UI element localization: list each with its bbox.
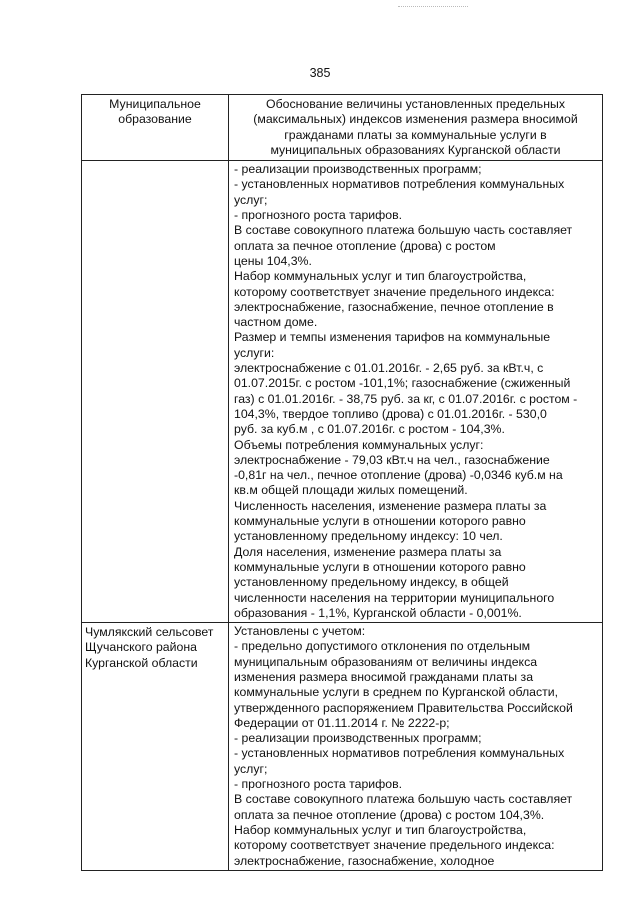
- text-line: коммунальные услуги в среднем по Курганской области,: [234, 685, 559, 700]
- text-line: которому соответствует значение предельного индекса:: [234, 284, 555, 299]
- text-line: электроснабжение - 79,03 кВт.ч на чел., газоснабжение: [234, 452, 550, 467]
- text-line: установленному предельному индексу, в общей: [234, 575, 509, 590]
- header-municipality-line: образование: [118, 112, 192, 127]
- text-line: частном доме.: [234, 315, 318, 330]
- text-line: - установленных нормативов потребления коммунальных: [234, 746, 565, 761]
- text-line: услуги:: [234, 345, 275, 360]
- text-line: коммунальные услуги в отношении которого равно: [234, 514, 526, 529]
- text-line: - установленных нормативов потребления коммунальных: [234, 177, 565, 192]
- text-line: услуг;: [234, 192, 268, 207]
- text-line: Численность населения, изменение размера платы за: [234, 498, 547, 513]
- municipality-name-line: Щучанского района: [85, 640, 197, 655]
- header-municipality-line: Муниципальное: [109, 97, 201, 111]
- text-line: В составе совокупного платежа большую часть составляет: [234, 223, 573, 238]
- municipality-name-line: Чумлякский сельсовет: [85, 625, 214, 640]
- text-line: 01.07.2015г. с ростом -101,1%; газоснабжение (сжиженный: [234, 376, 571, 391]
- text-line: Доля населения, изменение размера платы за: [234, 544, 502, 559]
- text-line: образования - 1,1%, Курганской области - 0,001%.: [234, 605, 522, 620]
- text-line: Объемы потребления коммунальных услуг:: [234, 437, 484, 452]
- text-line: которому соответствует значение предельного индекса:: [234, 838, 555, 853]
- text-line: 104,3%, твердое топливо (дрова) с 01.01.2016г. - 530,0: [234, 406, 547, 421]
- header-justification-line: гражданами платы за коммунальные услуги в: [284, 127, 547, 142]
- text-line: кв.м общей площади жилых помещений.: [234, 483, 468, 498]
- text-line: - реализации производственных программ;: [234, 731, 482, 746]
- header-justification-line: Обоснование величины установленных предельных: [266, 97, 565, 111]
- text-line: Установлены с учетом:: [234, 624, 366, 639]
- text-line: коммунальные услуги в отношении которого равно: [234, 559, 526, 574]
- text-line: Набор коммунальных услуг и тип благоустройства,: [234, 822, 527, 837]
- page-number: 385: [309, 66, 331, 80]
- table-row: [82, 161, 603, 623]
- text-line: установленному предельному индексу: 10 чел.: [234, 529, 503, 544]
- text-line: электроснабжение, газоснабжение, холодное: [234, 853, 495, 868]
- text-line: - прогнозного роста тарифов.: [234, 208, 403, 223]
- text-line: - реализации производственных программ;: [234, 162, 482, 177]
- text-line: - прогнозного роста тарифов.: [234, 777, 403, 792]
- text-line: цены 104,3%.: [234, 253, 312, 268]
- header-justification-line: (максимальных) индексов изменения размера вносимой: [253, 112, 578, 127]
- text-line: численности населения на территории муниципального: [234, 590, 555, 605]
- text-line: - предельно допустимого отклонения по отдельным: [234, 639, 531, 654]
- text-line: электроснабжение, газоснабжение, печное отопление в: [234, 299, 554, 314]
- text-line: Размер и темпы изменения тарифов на коммунальные: [234, 330, 551, 345]
- row-2-municipality-cell: [82, 623, 229, 871]
- text-line: Набор коммунальных услуг и тип благоустройства,: [234, 269, 527, 284]
- row-1-municipality-cell: [82, 161, 229, 623]
- table-row: [82, 623, 603, 871]
- text-line: руб. за куб.м , с 01.07.2016г. с ростом - 104,3%.: [234, 422, 505, 437]
- text-line: изменения размера вносимой гражданами платы за: [234, 669, 534, 684]
- scan-artifact-mark: [398, 6, 468, 8]
- row-1-justification-cell: [229, 161, 603, 623]
- text-line: муниципальным образованиям от величины индекса: [234, 654, 538, 669]
- text-line: утвержденного распоряжением Правительства Российской: [234, 700, 573, 715]
- header-justification: [229, 95, 603, 161]
- text-line: В составе совокупного платежа большую часть составляет: [234, 792, 573, 807]
- text-line: электроснабжение с 01.01.2016г. - 2,65 руб. за кВт.ч, с: [234, 361, 544, 376]
- header-justification-line: муниципальных образованиях Курганской области: [270, 142, 561, 157]
- tariff-index-table: [81, 94, 603, 871]
- text-line: газ) с 01.01.2016г. - 38,75 руб. за кг, с 01.07.2016г. с ростом -: [234, 391, 578, 406]
- header-municipality: [82, 95, 229, 161]
- table-header-row: [82, 95, 603, 161]
- text-line: -0,81г на чел., печное отопление (дрова) -0,0346 куб.м на: [234, 468, 563, 483]
- text-line: услуг;: [234, 761, 268, 776]
- text-line: оплата за печное отопление (дрова) с ростом 104,3%.: [234, 807, 545, 822]
- municipality-name-line: Курганской области: [85, 655, 198, 670]
- row-2-justification-cell: [229, 623, 603, 871]
- text-line: оплата за печное отопление (дрова) с ростом: [234, 238, 496, 253]
- text-line: Федерации от 01.11.2014 г. № 2222-р;: [234, 715, 450, 730]
